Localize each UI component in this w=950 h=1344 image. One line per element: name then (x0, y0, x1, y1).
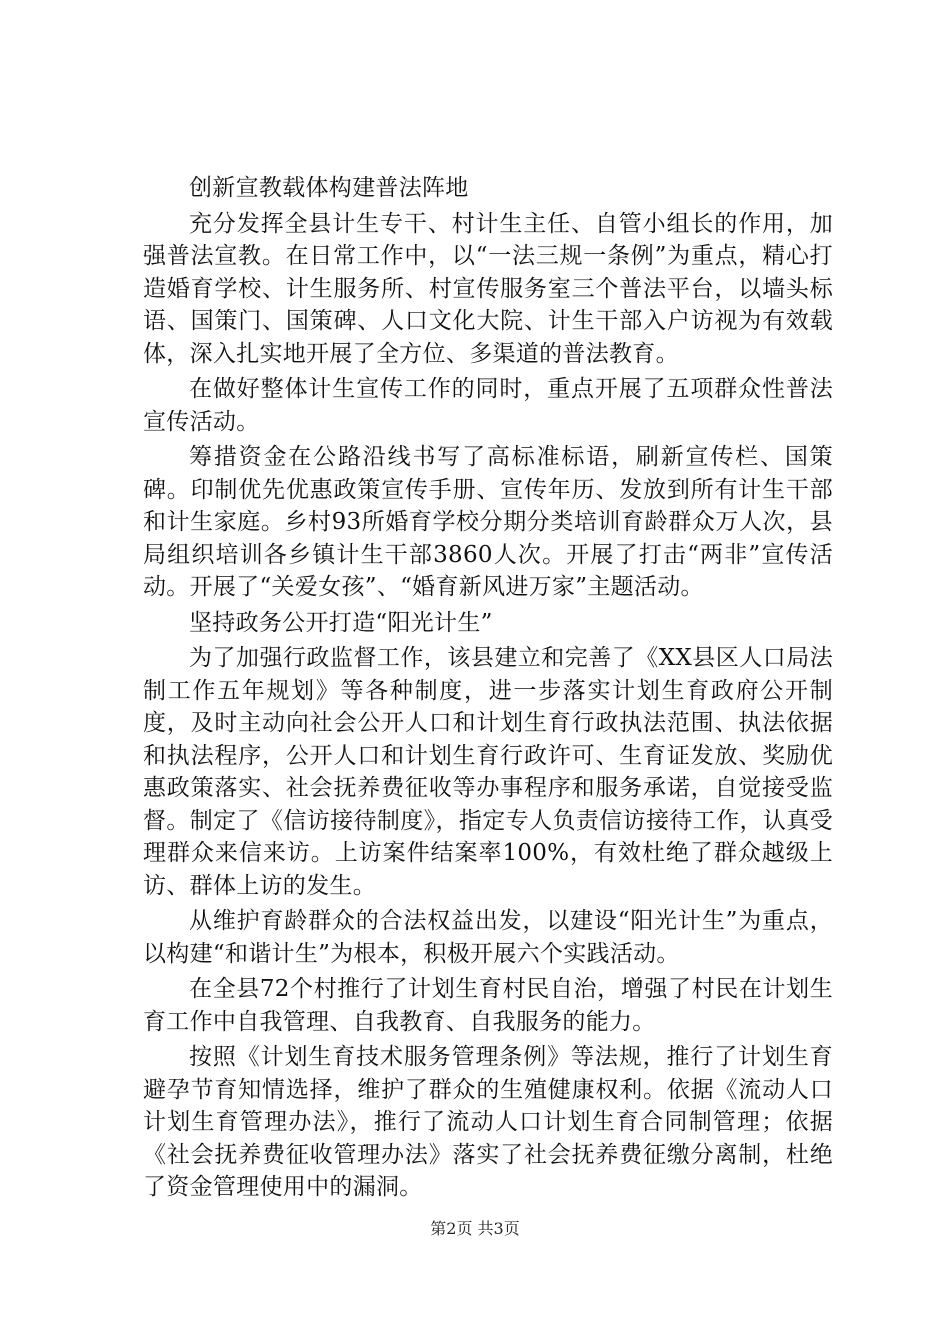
paragraph: 充分发挥全县计生专干、村计生主任、自管小组长的作用，加强普法宣教。在日常工作中，以“一法三规一条例”为重点，精心打造婚育学校、计生服务所、村宣传服务室三个普法平台，以墙头标语、国策门、国策碑、人口文化大院、计生干部入户访视为有效载体，深入扎实地开展了全方位、多渠道的普法教育。 (143, 210, 833, 367)
paragraph: 从维护育龄群众的合法权益出发，以建设“阳光计生”为重点，以构建“和谐计生”为根本，积极开展六个实践活动。 (143, 908, 833, 967)
section-heading-transparency: 坚持政务公开打造“阳光计生” (189, 609, 493, 636)
paragraph: 筹措资金在公路沿线书写了高标准标语，刷新宣传栏、国策碑。印制优先优惠政策宣传手册、宣传年历、发放到所有计生干部和计生家庭。乡村93所婚育学校分期分类培训育龄群众万人次，县局组织培训各乡镇计生干部3860人次。开展了打击“两非”宣传活动。开展了“关爱女孩”、“婚育新风进万家”主题活动。 (143, 444, 833, 600)
paragraph: 在做好整体计生宣传工作的同时，重点开展了五项群众性普法宣传活动。 (143, 376, 833, 435)
section-heading-propaganda: 创新宣教载体构建普法阵地 (189, 175, 469, 201)
page-footer: 第2页 共3页 (430, 1219, 520, 1238)
paragraph: 按照《计划生育技术服务管理条例》等法规，推行了计划生育避孕节育知情选择，维护了群众的生殖健康权利。依据《流动人口计划生育管理办法》，推行了流动人口计划生育合同制管理；依据《社会抚养费征收管理办法》落实了社会抚养费征缴分离制，杜绝了资金管理使用中的漏洞。 (143, 1044, 833, 1200)
paragraph: 在全县72个村推行了计划生育村民自治，增强了村民在计划生育工作中自我管理、自我教育、自我服务的能力。 (143, 976, 833, 1035)
paragraph: 为了加强行政监督工作，该县建立和完善了《XX县区人口局法制工作五年规划》等各种制度，进一步落实计划生育政府公开制度，及时主动向社会公开人口和计划生育行政执法范围、执法依据和执法程序，公开人口和计划生育行政许可、生育证发放、奖励优惠政策落实、社会抚养费征收等办事程序和服务承诺，自觉接受监督。制定了《信访接待制度》，指定专人负责信访接待工作，认真受理群众来信来访。上访案件结案率100%，有效杜绝了群众越级上访、群体上访的发生。 (143, 645, 833, 899)
document-body (143, 172, 833, 1207)
